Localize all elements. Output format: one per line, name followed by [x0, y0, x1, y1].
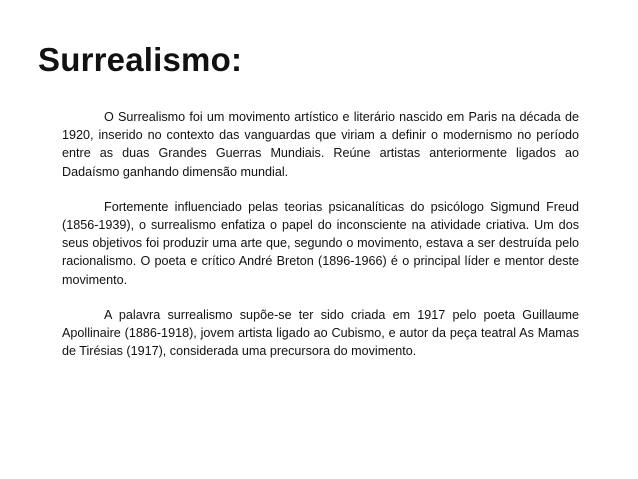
paragraph-influence: Fortemente influenciado pelas teorias psicanalíticas do psicólogo Sigmund Freud (1856-1939), o surrealismo enfatiza o papel do inconsciente na atividade criativa. Um dos seus objetivos foi produzir uma arte que, segundo o movimento, estava a ser destruída pelo racionalismo. O poeta e crítico André Breton (1896-1966) é o principal líder e mentor deste movimento.	[62, 199, 579, 287]
slide-title: Surrealismo:	[38, 41, 243, 78]
paragraph-name-origin: A palavra surrealismo supõe-se ter sido criada em 1917 pelo poeta Guillaume Apollinaire (1886-1918), jovem artista ligado ao Cubismo, e autor da peça teatral As Mamas de Tirésias (1917), considerada uma precursora do movimento.	[62, 307, 579, 359]
paragraph-origin: O Surrealismo foi um movimento artístico e literário nascido em Paris na década de 1920, inserido no contexto das vanguardas que viriam a definir o modernismo no período entre as duas Grandes Guerras Mundiais. Reúne artistas anteriormente ligados ao Dadaísmo ganhando dimensão mundial.	[62, 110, 579, 179]
slide-body	[62, 108, 579, 377]
